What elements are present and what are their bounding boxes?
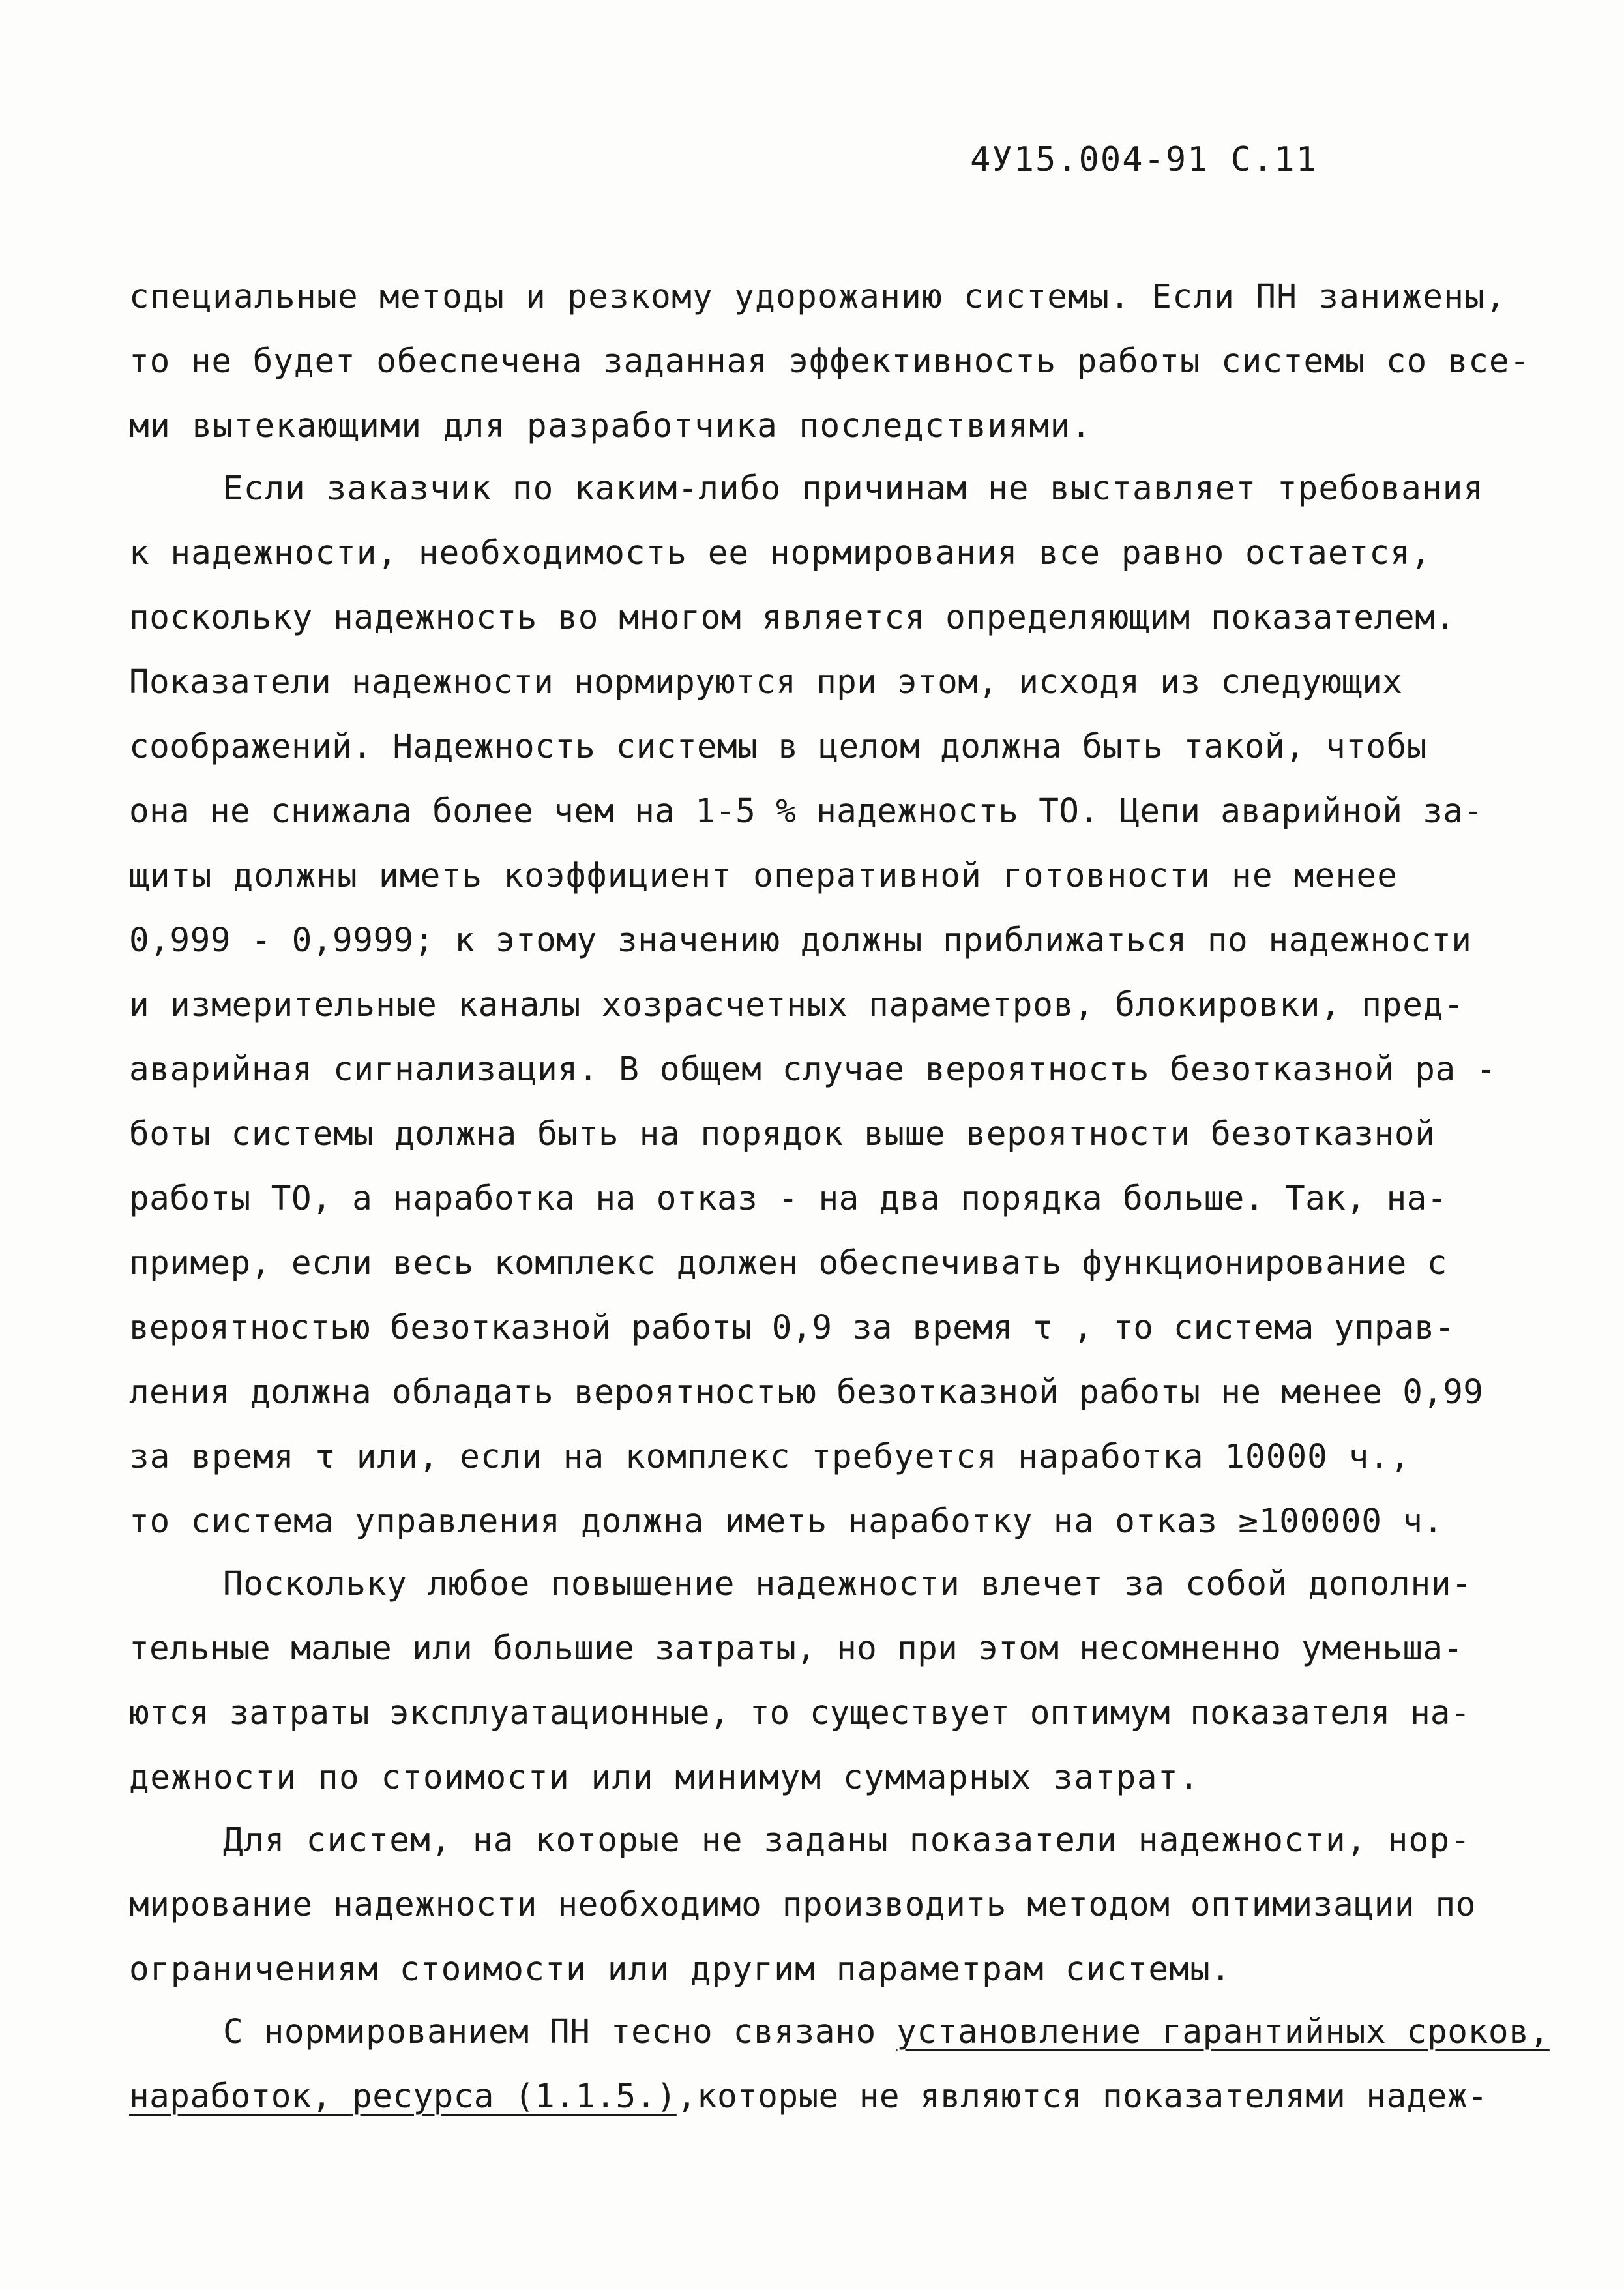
text-line: Для систем, на которые не заданы показатели надежности, нор- [223, 1821, 1471, 1860]
text-line: Поскольку любое повышение надежности влечет за собой дополни- [223, 1565, 1472, 1603]
text-line: ются затраты эксплуатационные, то существует оптимум показателя на- [129, 1694, 1471, 1732]
text-line: и измерительные каналы хозрасчетных параметров, блокировки, пред- [129, 986, 1464, 1024]
text-line: боты системы должна быть на порядок выше вероятности безотказной [129, 1115, 1436, 1153]
text-line: щиты должны иметь коэффициент оперативной готовности не менее [129, 857, 1398, 895]
text-line: работы ТО, а наработка на отказ - на два порядка больше. Так, на- [129, 1180, 1447, 1218]
text-line: вероятностью безотказной работы 0,9 за время τ , то система управ- [129, 1309, 1455, 1347]
text-line: пример, если весь комплекс должен обеспечивать функционирование с [129, 1244, 1447, 1283]
text-line [129, 2077, 1488, 2116]
text-segment: ,которые не являются показателями надеж- [676, 2077, 1488, 2116]
text-line: к надежности, необходимость ее нормирования все равно остается, [129, 534, 1432, 572]
text-segment: С нормированием ПН тесно связано [223, 2013, 897, 2051]
text-line: поскольку надежность во многом является определяющим показателем. [129, 599, 1456, 637]
underlined-reference: установление гарантийных сроков, [896, 2013, 1550, 2051]
text-line: она не снижала более чем на 1-5 % надежность ТО. Цепи аварийной за- [129, 792, 1484, 831]
text-line: ления должна обладать вероятностью безотказной работы не менее 0,99 [129, 1373, 1484, 1412]
text-line: аварийная сигнализация. В общем случае вероятность безотказной ра - [129, 1050, 1497, 1089]
text-line: ограничениям стоимости или другим параметрам системы. [129, 1950, 1232, 1989]
text-line: соображений. Надежность системы в целом должна быть такой, чтобы [129, 728, 1427, 766]
text-line: то не будет обеспечена заданная эффективность работы системы со все- [129, 342, 1531, 381]
text-line: 0,999 - 0,9999; к этому значению должны приближаться по надежности [129, 921, 1472, 960]
text-line: ми вытекающими для разработчика последствиями. [129, 407, 1092, 445]
text-line: Если заказчик по каким-либо причинам не выставляет требования [223, 469, 1484, 508]
text-line: за время τ или, если на комплекс требуется наработка 10000 ч., [129, 1438, 1411, 1476]
text-line [223, 2015, 1550, 2049]
text-line: тельные малые или большие затраты, но при этом несомненно уменьша- [129, 1629, 1464, 1668]
text-line: специальные методы и резкому удорожанию системы. Если ПН занижены, [129, 278, 1507, 316]
text-line: дежности по стоимости или минимум суммарных затрат. [129, 1759, 1200, 1797]
document-header: 4У15.004-91 С.11 [970, 140, 1318, 179]
text-line: Показатели надежности нормируются при этом, исходя из следующих [129, 663, 1403, 702]
underlined-reference: наработок, ресурса (1.1.5.) [129, 2077, 677, 2116]
text-line: то система управления должна иметь наработку на отказ ≥100000 ч. [129, 1502, 1444, 1541]
text-line: мирование надежности необходимо производить методом оптимизации по [129, 1886, 1477, 1924]
